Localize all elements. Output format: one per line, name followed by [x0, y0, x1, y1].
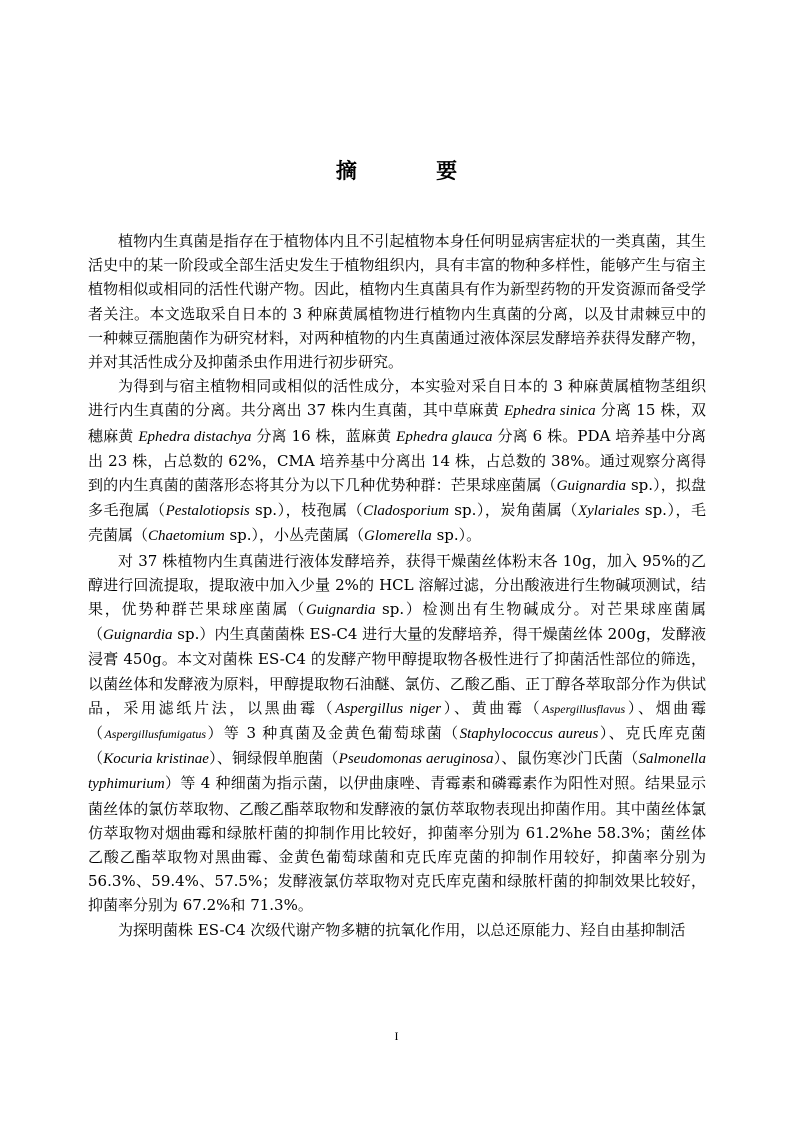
text-run: sp.），炭角菌属（	[449, 501, 578, 520]
species-name: Pestalotiopsis	[165, 503, 250, 520]
text-run: sp.）内生真菌菌株 ES-C4 进行大量的发酵培养，得干燥菌丝体 200g，发酵液浸膏 450g。本文对菌株 ES-C4 的发酵产物甲醇提取物各极性进行了抑菌活性部位的筛选，以菌丝体和发酵液为原料，甲醇提取物石油醚、氯仿、乙酸乙酯、正丁醇各萃取部分作为供试品，采用滤纸片法，以黑曲霉（	[88, 625, 706, 717]
species-name: Chaetomium	[148, 528, 225, 545]
text-run: sp.）。	[431, 526, 482, 545]
text-run: ）、黄曲霉（	[441, 698, 543, 717]
text-run: sp.），毛壳菌属（	[88, 501, 706, 545]
species-name: Ephedra sinica	[504, 403, 596, 420]
species-name: Glomerella	[364, 528, 432, 545]
species-name: Salmonella typhimurium	[88, 751, 706, 793]
text-run: sp.），拟盘多毛孢属（	[88, 476, 706, 520]
text-run: 对 37 株植物内生真菌进行液体发酵培养，获得干燥菌丝体粉末各 10g，加入 95%的乙醇进行回流提取，提取液中加入少量 2%的 HCL 溶解过滤，分出酸液进行生物碱项测试，结果，优势种群芒果球座菌属（	[88, 551, 706, 619]
species-name: Aspergillus niger	[335, 700, 442, 717]
text-run: 为探明菌株 ES-C4 次级代谢产物多糖的抗氧化作用，以总还原能力、羟自由基抑制活	[118, 920, 686, 939]
page-title: 摘 要	[335, 159, 494, 183]
species-name: Xylariales	[577, 503, 640, 520]
text-run: 分离 15 株，双穗麻黄	[88, 401, 706, 445]
species-name: Pseudomonas aeruginosa	[338, 751, 494, 768]
text-run: ）、克氏库克菌（	[88, 724, 706, 768]
species-name: Cladosporium	[363, 503, 450, 520]
species-name: Ephedra distachya	[138, 428, 252, 445]
text-run: sp.），枝孢属（	[249, 501, 364, 520]
species-name: Guignardia	[103, 627, 173, 644]
text-run: ）、鼠伤寒沙门氏菌（	[493, 749, 639, 768]
text-run: ）、烟曲霉（	[88, 698, 706, 743]
abstract-body	[88, 229, 706, 942]
abstract-paragraph	[88, 918, 706, 942]
text-run: 分离 16 株，蓝麻黄	[251, 426, 397, 445]
abstract-paragraph	[88, 374, 706, 548]
species-name: Guignardia	[556, 478, 627, 495]
text-run: 植物内生真菌是指存在于植物体内且不引起植物本身任何明显病害症状的一类真菌，其生活史中的某一阶段或全部生活史发生于植物组织内，具有丰富的物种多样性，能够产生与宿主植物相似或相同的活性代谢产物。因此，植物内生真菌具有作为新型药物的开发资源而备受学者关注。本文选取采自日本的 3 种麻黄属植物进行植物内生真菌的分离，以及甘肃棘豆中的一种棘豆孺胞菌作为研究材料，对两种植物的内生真菌通过液体深层发酵培养获得发酵产物，并对其活性成分及抑菌杀虫作用进行初步研究。	[88, 232, 706, 372]
text-run: 分离 6 株。PDA 培养基中分离出 23 株，占总数的 62%，CMA 培养基中分离出 14 株，占总数的 38%。通过观察分离得到的内生真菌的菌落形态将其分为以下几种优势种群：芒果球座菌属（	[88, 426, 706, 495]
species-name: Aspergillusflavus	[542, 701, 626, 716]
text-run: ）等 4 种细菌为指示菌，以伊曲康唑、青霉素和磷霉素作为阳性对照。结果显示菌丝体的氯仿萃取物、乙酸乙酯萃取物和发酵液的氯仿萃取物表现出抑菌作用。其中菌丝体氯仿萃取物对烟曲霉和绿脓杆菌的抑制作用比较好，抑菌率分别为 61.2%he 58.3%；菌丝体乙酸乙酯萃取物对黑曲霉、金黄色葡萄球菌和克氏库克菌的抑制作用较好，抑菌率分别为 56.3%、59.4%、57.5%；发酵液氯仿萃取物对克氏库克菌和绿脓杆菌的抑制效果比较好，抑菌率分别为 67.2%和 71.3%。	[88, 774, 706, 915]
page-number: I	[394, 1029, 399, 1043]
text-run: ）等 3 种真菌及金黄色葡萄球菌（	[206, 724, 460, 743]
abstract-paragraph	[88, 549, 706, 918]
species-name: Ephedra glauca	[396, 428, 493, 445]
species-name: Kocuria kristinae	[103, 751, 209, 768]
text-run: 为得到与宿主植物相同或相似的活性成分，本实验对采自日本的 3 种麻黄属植物茎组织进行内生真菌的分离。共分离出 37 株内生真菌，其中草麻黄	[88, 377, 706, 420]
species-name: Guignardia	[306, 602, 376, 619]
text-run: ）、铜绿假单胞菌（	[208, 749, 339, 768]
abstract-paragraph	[88, 229, 706, 374]
species-name: Staphylococcus aureus	[459, 726, 599, 743]
text-run: sp.），小丛壳菌属（	[224, 526, 365, 545]
species-name: Aspergillusfumigatus	[104, 727, 207, 742]
text-run: sp.）检测出有生物碱成分。对芒果球座菌属（	[88, 600, 706, 644]
